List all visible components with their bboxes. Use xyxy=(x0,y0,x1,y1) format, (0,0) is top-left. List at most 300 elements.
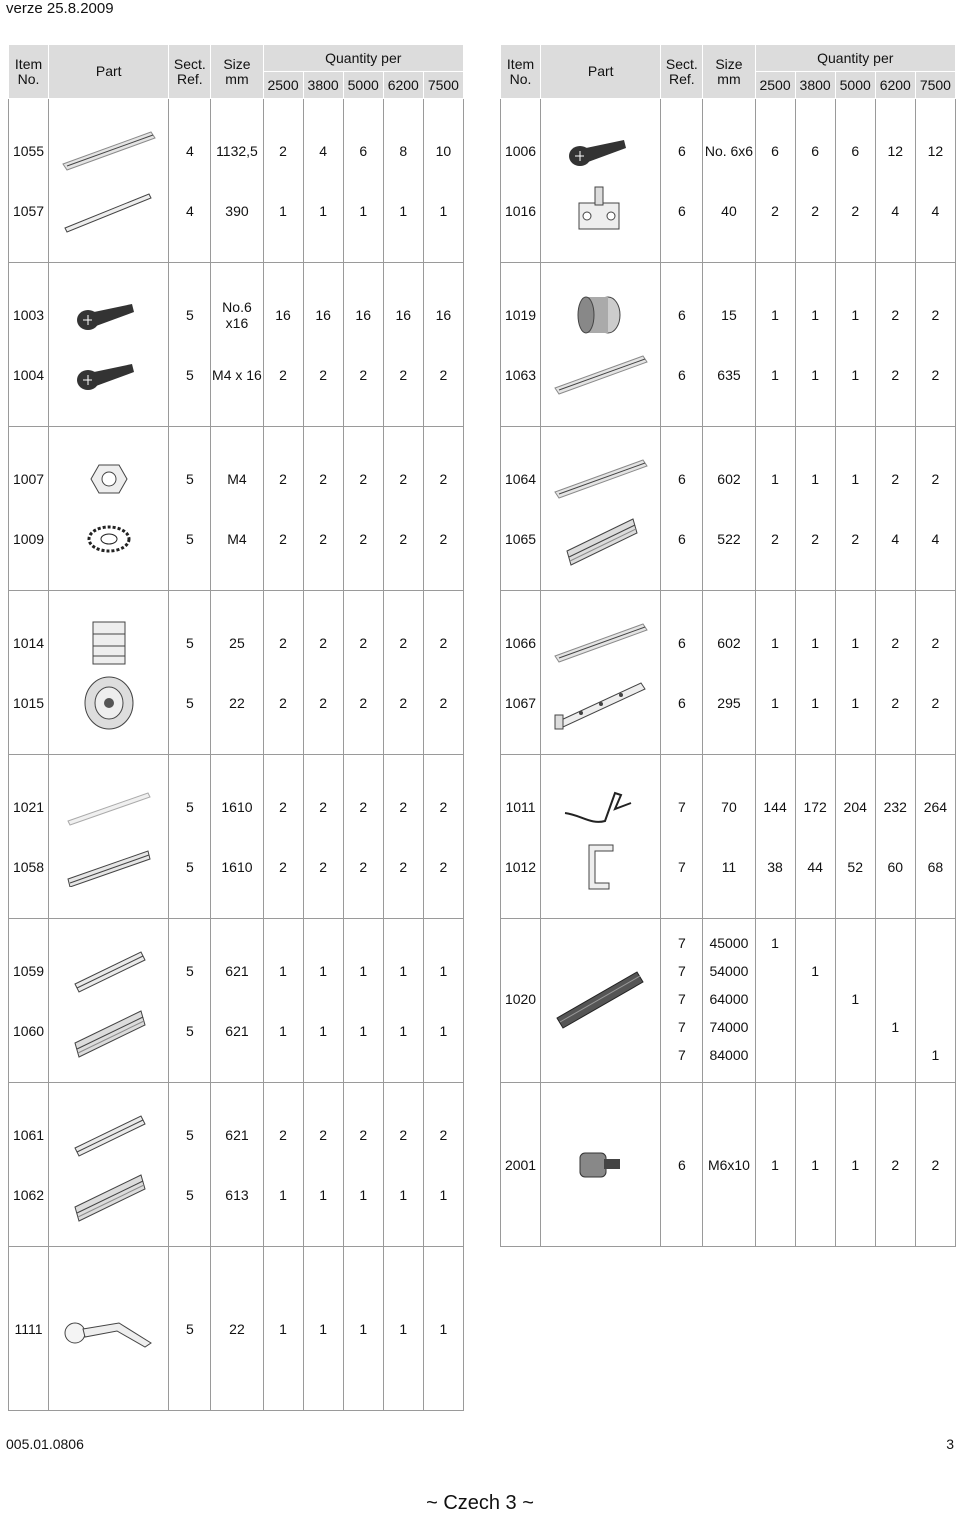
section-ref: 5 xyxy=(169,1001,211,1061)
size-mm: 522 xyxy=(703,509,755,569)
qty-2500 xyxy=(755,1013,795,1041)
section-ref: 5 xyxy=(169,1105,211,1165)
profile-block-icon xyxy=(49,618,168,668)
qty-5000: 6 xyxy=(835,121,875,181)
item-number: 1059 xyxy=(9,941,49,1001)
qty-6200: 1 xyxy=(383,941,423,1001)
part-image xyxy=(541,181,661,241)
part-image xyxy=(541,509,661,569)
section-ref: 5 xyxy=(169,449,211,509)
qty-3800: 44 xyxy=(795,837,835,897)
qty-7500: 1 xyxy=(423,1299,463,1359)
part-image xyxy=(541,345,661,405)
part-image xyxy=(49,181,169,241)
parts-table-left xyxy=(8,44,464,1411)
qty-7500: 2 xyxy=(423,777,463,837)
hinge-bracket-icon xyxy=(541,183,660,239)
item-number: 1067 xyxy=(501,673,541,733)
item-number: 1062 xyxy=(9,1165,49,1225)
qty-3800 xyxy=(795,1013,835,1041)
section-ref: 7 xyxy=(661,985,703,1013)
qty-7500 xyxy=(915,1013,955,1041)
wide-profile-icon xyxy=(541,511,660,567)
qty-3800: 1 xyxy=(303,1299,343,1359)
header-size-mm: Size mm xyxy=(211,45,263,99)
parts-table-right xyxy=(500,44,956,1247)
qty-2500: 1 xyxy=(755,929,795,957)
qty-7500: 10 xyxy=(423,121,463,181)
qty-7500: 4 xyxy=(915,509,955,569)
part-image xyxy=(541,613,661,673)
header-quantity-per: Quantity per xyxy=(755,45,955,72)
qty-2500: 2 xyxy=(263,345,303,405)
qty-6200: 2 xyxy=(383,613,423,673)
part-image xyxy=(49,285,169,345)
part-row-1055 xyxy=(9,121,464,181)
qty-2500: 1 xyxy=(263,1001,303,1061)
qty-2500: 2 xyxy=(263,613,303,673)
part-row-2001 xyxy=(501,1135,956,1195)
qty-2500 xyxy=(755,1041,795,1069)
long-rail-icon xyxy=(49,126,168,176)
qty-2500: 2 xyxy=(755,181,795,241)
qty-6200 xyxy=(875,1041,915,1069)
qty-6200: 1 xyxy=(383,1001,423,1061)
header-model-5000: 5000 xyxy=(343,72,383,99)
qty-3800: 6 xyxy=(795,121,835,181)
qty-6200: 4 xyxy=(875,509,915,569)
qty-3800: 1 xyxy=(303,941,343,1001)
qty-2500: 2 xyxy=(263,121,303,181)
part-image xyxy=(49,777,169,837)
size-mm: 621 xyxy=(211,941,263,1001)
qty-5000 xyxy=(835,1041,875,1069)
qty-7500: 1 xyxy=(423,1165,463,1225)
qty-6200: 2 xyxy=(875,449,915,509)
section-ref: 7 xyxy=(661,1041,703,1069)
qty-5000: 6 xyxy=(343,121,383,181)
qty-7500: 2 xyxy=(915,449,955,509)
qty-3800: 1 xyxy=(303,1165,343,1225)
qty-2500: 38 xyxy=(755,837,795,897)
size-mm: 45000 xyxy=(703,929,755,957)
header-model-2500: 2500 xyxy=(263,72,303,99)
size-mm: 40 xyxy=(703,181,755,241)
header-model-7500: 7500 xyxy=(423,72,463,99)
qty-7500: 2 xyxy=(423,509,463,569)
qty-7500: 2 xyxy=(915,285,955,345)
part-image xyxy=(541,673,661,733)
part-row-1019 xyxy=(501,285,956,345)
qty-7500: 1 xyxy=(423,181,463,241)
item-number: 2001 xyxy=(501,1135,541,1195)
section-ref: 4 xyxy=(169,121,211,181)
part-row-1066 xyxy=(501,613,956,673)
item-number: 1015 xyxy=(9,673,49,733)
qty-2500: 2 xyxy=(263,777,303,837)
qty-5000: 1 xyxy=(835,285,875,345)
qty-7500: 1 xyxy=(423,1001,463,1061)
qty-5000: 1 xyxy=(343,181,383,241)
item-number: 1009 xyxy=(9,509,49,569)
qty-2500: 1 xyxy=(755,1135,795,1195)
section-ref: 6 xyxy=(661,121,703,181)
qty-3800: 16 xyxy=(303,285,343,345)
qty-3800: 2 xyxy=(303,777,343,837)
qty-5000: 2 xyxy=(343,345,383,405)
size-mm: M6x10 xyxy=(703,1135,755,1195)
qty-7500: 2 xyxy=(423,837,463,897)
item-number: 1012 xyxy=(501,837,541,897)
qty-6200: 12 xyxy=(875,121,915,181)
item-number: 1060 xyxy=(9,1001,49,1061)
qty-7500: 2 xyxy=(423,1105,463,1165)
item-number: 1058 xyxy=(9,837,49,897)
qty-6200: 4 xyxy=(875,181,915,241)
knob-icon xyxy=(541,1145,660,1185)
qty-6200: 1 xyxy=(383,1299,423,1359)
size-mm: 64000 xyxy=(703,985,755,1013)
qty-3800: 1 xyxy=(795,449,835,509)
qty-5000: 1 xyxy=(835,613,875,673)
qty-5000: 1 xyxy=(835,673,875,733)
short-profile-icon xyxy=(49,946,168,996)
qty-2500: 1 xyxy=(263,1299,303,1359)
qty-3800: 1 xyxy=(795,1135,835,1195)
qty-7500: 68 xyxy=(915,837,955,897)
qty-2500: 6 xyxy=(755,121,795,181)
qty-2500: 144 xyxy=(755,777,795,837)
item-number: 1003 xyxy=(9,285,49,345)
qty-5000: 2 xyxy=(343,1105,383,1165)
qty-3800: 1 xyxy=(303,1001,343,1061)
qty-5000: 16 xyxy=(343,285,383,345)
part-row-1009 xyxy=(9,509,464,569)
qty-2500: 2 xyxy=(263,837,303,897)
qty-2500: 1 xyxy=(263,1165,303,1225)
size-mm: 84000 xyxy=(703,1041,755,1069)
qty-6200: 60 xyxy=(875,837,915,897)
size-mm: 621 xyxy=(211,1001,263,1061)
size-mm: 295 xyxy=(703,673,755,733)
part-row-1063 xyxy=(501,345,956,405)
lock-washer-icon xyxy=(49,524,168,554)
header-model-6200: 6200 xyxy=(383,72,423,99)
header-size-mm: Size mm xyxy=(703,45,755,99)
qty-2500: 1 xyxy=(263,941,303,1001)
size-mm: M4 xyxy=(211,509,263,569)
part-image xyxy=(49,837,169,897)
document-version: verze 25.8.2009 xyxy=(6,0,114,17)
part-image xyxy=(49,1165,169,1225)
qty-5000: 1 xyxy=(343,1165,383,1225)
qty-7500: 2 xyxy=(915,1135,955,1195)
qty-5000 xyxy=(835,929,875,957)
qty-5000: 2 xyxy=(343,613,383,673)
size-mm: 602 xyxy=(703,613,755,673)
part-image xyxy=(49,941,169,1001)
qty-5000 xyxy=(835,1013,875,1041)
part-image xyxy=(541,449,661,509)
part-image xyxy=(541,1135,661,1195)
section-ref: 5 xyxy=(169,941,211,1001)
section-ref: 6 xyxy=(661,613,703,673)
document-code: 005.01.0806 xyxy=(6,1436,84,1452)
item-number: 1011 xyxy=(501,777,541,837)
seal-strip-icon xyxy=(49,787,168,827)
item-number: 1055 xyxy=(9,121,49,181)
part-image xyxy=(49,121,169,181)
qty-6200: 1 xyxy=(383,1165,423,1225)
qty-7500: 2 xyxy=(423,613,463,673)
section-ref: 6 xyxy=(661,345,703,405)
qty-5000: 1 xyxy=(343,1299,383,1359)
part-image xyxy=(49,1299,169,1359)
section-ref: 7 xyxy=(661,1013,703,1041)
section-ref: 5 xyxy=(169,613,211,673)
qty-6200: 232 xyxy=(875,777,915,837)
qty-6200 xyxy=(875,929,915,957)
item-number: 1004 xyxy=(9,345,49,405)
qty-6200: 1 xyxy=(875,1013,915,1041)
qty-6200: 1 xyxy=(383,181,423,241)
qty-5000: 204 xyxy=(835,777,875,837)
qty-2500: 2 xyxy=(263,1105,303,1165)
qty-2500: 2 xyxy=(755,509,795,569)
section-ref: 6 xyxy=(661,1135,703,1195)
size-mm: 635 xyxy=(703,345,755,405)
part-row-1006 xyxy=(501,121,956,181)
qty-5000: 2 xyxy=(343,673,383,733)
section-ref: 4 xyxy=(169,181,211,241)
part-row-1021 xyxy=(9,777,464,837)
hex-nut-icon xyxy=(49,461,168,497)
header-model-3800: 3800 xyxy=(303,72,343,99)
part-row-1058 xyxy=(9,837,464,897)
qty-2500: 1 xyxy=(263,181,303,241)
qty-5000: 2 xyxy=(343,509,383,569)
qty-3800: 2 xyxy=(303,613,343,673)
item-number: 1016 xyxy=(501,181,541,241)
qty-7500: 16 xyxy=(423,285,463,345)
size-mm: 621 xyxy=(211,1105,263,1165)
size-mm: No. 6x6 xyxy=(703,121,755,181)
qty-7500: 1 xyxy=(423,941,463,1001)
size-mm: 602 xyxy=(703,449,755,509)
item-number: 1061 xyxy=(9,1105,49,1165)
qty-2500: 16 xyxy=(263,285,303,345)
qty-6200: 2 xyxy=(875,285,915,345)
qty-6200: 2 xyxy=(875,613,915,673)
long-rail-icon xyxy=(541,618,660,668)
wide-profile-icon xyxy=(49,1003,168,1059)
header-model-3800: 3800 xyxy=(795,72,835,99)
section-ref: 6 xyxy=(661,509,703,569)
qty-7500: 2 xyxy=(423,345,463,405)
qty-5000: 2 xyxy=(343,449,383,509)
part-row-1015 xyxy=(9,673,464,733)
item-number: 1020 xyxy=(501,929,541,1069)
qty-6200: 2 xyxy=(383,837,423,897)
qty-6200 xyxy=(875,957,915,985)
qty-2500 xyxy=(755,957,795,985)
qty-2500: 1 xyxy=(755,285,795,345)
item-number: 1064 xyxy=(501,449,541,509)
part-row-1064 xyxy=(501,449,956,509)
part-row-1020-variant xyxy=(501,929,956,957)
qty-6200: 2 xyxy=(383,1105,423,1165)
sleeve-icon xyxy=(541,293,660,337)
size-mm: 613 xyxy=(211,1165,263,1225)
section-ref: 5 xyxy=(169,345,211,405)
qty-5000: 1 xyxy=(343,941,383,1001)
qty-2500: 1 xyxy=(755,613,795,673)
section-ref: 7 xyxy=(661,837,703,897)
section-ref: 7 xyxy=(661,957,703,985)
part-image xyxy=(49,673,169,733)
qty-7500: 2 xyxy=(915,673,955,733)
size-mm: 25 xyxy=(211,613,263,673)
part-image xyxy=(49,1001,169,1061)
qty-6200: 2 xyxy=(383,449,423,509)
section-ref: 6 xyxy=(661,181,703,241)
header-model-5000: 5000 xyxy=(835,72,875,99)
qty-3800: 2 xyxy=(795,181,835,241)
lever-handle-icon xyxy=(49,1309,168,1349)
qty-3800: 2 xyxy=(303,837,343,897)
qty-6200 xyxy=(875,985,915,1013)
part-image xyxy=(49,345,169,405)
part-row-1003 xyxy=(9,285,464,345)
item-number: 1021 xyxy=(9,777,49,837)
section-ref: 5 xyxy=(169,285,211,345)
qty-3800: 1 xyxy=(795,673,835,733)
qty-2500: 1 xyxy=(755,449,795,509)
qty-3800: 2 xyxy=(303,1105,343,1165)
item-number: 1065 xyxy=(501,509,541,569)
qty-5000: 1 xyxy=(835,985,875,1013)
item-number: 1111 xyxy=(9,1299,49,1359)
part-row-1057 xyxy=(9,181,464,241)
size-mm: 22 xyxy=(211,673,263,733)
machine-screw-icon xyxy=(49,358,168,392)
part-image xyxy=(541,285,661,345)
item-number: 1019 xyxy=(501,285,541,345)
qty-3800: 2 xyxy=(303,509,343,569)
size-mm: 390 xyxy=(211,181,263,241)
qty-2500: 2 xyxy=(263,509,303,569)
qty-3800: 4 xyxy=(303,121,343,181)
qty-5000: 2 xyxy=(835,181,875,241)
part-image xyxy=(541,121,661,181)
size-mm: 1610 xyxy=(211,837,263,897)
section-ref: 5 xyxy=(169,1299,211,1359)
qty-3800: 2 xyxy=(303,673,343,733)
qty-3800: 172 xyxy=(795,777,835,837)
size-mm: 1132,5 xyxy=(211,121,263,181)
qty-5000: 2 xyxy=(343,837,383,897)
header-sect-ref: Sect. Ref. xyxy=(169,45,211,99)
qty-7500 xyxy=(915,929,955,957)
header-quantity-per: Quantity per xyxy=(263,45,463,72)
qty-7500: 264 xyxy=(915,777,955,837)
size-mm: 54000 xyxy=(703,957,755,985)
qty-7500: 1 xyxy=(915,1041,955,1069)
qty-6200: 2 xyxy=(875,673,915,733)
item-number: 1057 xyxy=(9,181,49,241)
item-number: 1007 xyxy=(9,449,49,509)
qty-2500: 1 xyxy=(755,345,795,405)
qty-6200: 2 xyxy=(383,345,423,405)
qty-5000: 1 xyxy=(835,1135,875,1195)
item-number: 1014 xyxy=(9,613,49,673)
qty-2500 xyxy=(755,985,795,1013)
part-image xyxy=(49,613,169,673)
part-row-1061 xyxy=(9,1105,464,1165)
section-ref: 6 xyxy=(661,285,703,345)
size-mm: 22 xyxy=(211,1299,263,1359)
header-model-6200: 6200 xyxy=(875,72,915,99)
qty-7500: 2 xyxy=(915,345,955,405)
size-mm: 15 xyxy=(703,285,755,345)
qty-3800 xyxy=(795,1041,835,1069)
wire-clip-icon xyxy=(541,785,660,829)
header-part: Part xyxy=(541,45,661,99)
qty-3800: 2 xyxy=(795,509,835,569)
size-mm: 11 xyxy=(703,837,755,897)
item-number: 1063 xyxy=(501,345,541,405)
qty-7500: 2 xyxy=(423,673,463,733)
long-profile-icon xyxy=(49,847,168,887)
size-mm: 74000 xyxy=(703,1013,755,1041)
qty-3800: 1 xyxy=(795,285,835,345)
part-row-1007 xyxy=(9,449,464,509)
part-row-1062 xyxy=(9,1165,464,1225)
part-image xyxy=(541,777,661,837)
size-mm: M4 x 16 xyxy=(211,345,263,405)
qty-6200: 2 xyxy=(383,673,423,733)
item-number: 1006 xyxy=(501,121,541,181)
qty-7500 xyxy=(915,985,955,1013)
qty-7500: 12 xyxy=(915,121,955,181)
section-ref: 6 xyxy=(661,673,703,733)
size-mm: M4 xyxy=(211,449,263,509)
long-rail-icon xyxy=(541,454,660,504)
qty-3800 xyxy=(795,985,835,1013)
qty-5000 xyxy=(835,957,875,985)
section-ref: 7 xyxy=(661,929,703,957)
qty-3800: 1 xyxy=(303,181,343,241)
long-rail-icon xyxy=(541,350,660,400)
glazing-bar-icon xyxy=(541,964,660,1034)
section-ref: 7 xyxy=(661,777,703,837)
part-row-1067 xyxy=(501,673,956,733)
size-mm: 70 xyxy=(703,777,755,837)
header-model-7500: 7500 xyxy=(915,72,955,99)
language-page-label: ~ Czech 3 ~ xyxy=(426,1492,534,1514)
header-part: Part xyxy=(49,45,169,99)
qty-2500: 2 xyxy=(263,449,303,509)
header-sect-ref: Sect. Ref. xyxy=(661,45,703,99)
part-row-1012 xyxy=(501,837,956,897)
qty-5000: 1 xyxy=(835,345,875,405)
qty-7500: 2 xyxy=(423,449,463,509)
qty-3800: 1 xyxy=(795,613,835,673)
size-mm: 1610 xyxy=(211,777,263,837)
angle-bar-icon xyxy=(49,186,168,236)
page-number: 3 xyxy=(946,1436,954,1452)
qty-3800 xyxy=(795,929,835,957)
